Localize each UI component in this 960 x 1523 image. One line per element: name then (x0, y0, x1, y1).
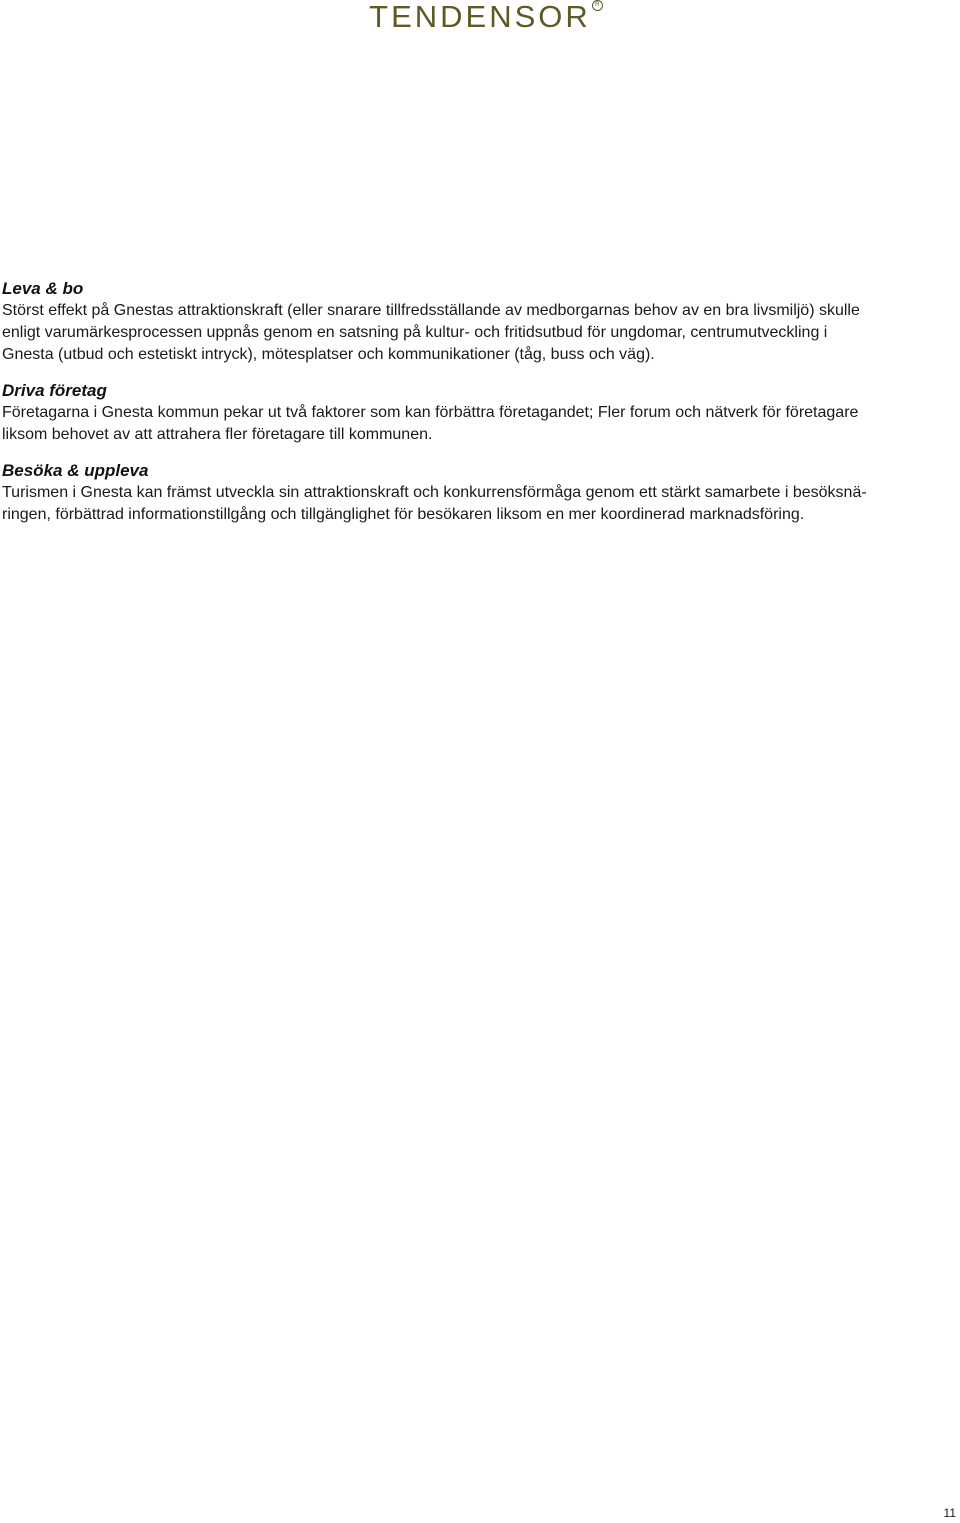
section-besoka-uppleva (2, 460, 947, 526)
body-line: Störst effekt på Gnestas attraktionskraft (eller snarare tillfredsställande av medborgarnas behov av en bra livsmiljö) skulle (2, 302, 860, 319)
logo-text: TENDENSOR (369, 0, 591, 34)
section-driva-foretag (2, 380, 947, 446)
section-heading: Leva & bo (2, 279, 84, 298)
page-number: 11 (943, 1506, 956, 1520)
body-line: ringen, förbättrad informationstillgång och tillgänglighet för besökaren liksom en mer koordinerad marknadsföring. (2, 506, 805, 523)
section-heading: Driva företag (2, 381, 107, 400)
section-leva-bo (2, 278, 947, 366)
company-logo (369, 0, 600, 34)
body-line: liksom behovet av att attrahera fler företagare till kommunen. (2, 426, 433, 443)
body-line: enligt varumärkesprocessen uppnås genom en satsning på kultur- och fritidsutbud för ungdomar, centrumutveckling i (2, 324, 828, 341)
body-line: Gnesta (utbud och estetiskt intryck), mötesplatser och kommunikationer (tåg, buss och väg). (2, 346, 655, 363)
body-line: Företagarna i Gnesta kommun pekar ut två faktorer som kan förbättra företagandet; Fler forum och nätverk för företagare (2, 404, 859, 421)
document-body (2, 278, 947, 540)
header (0, 0, 960, 34)
body-line: Turismen i Gnesta kan främst utveckla sin attraktionskraft och konkurrensförmåga genom ett stärkt samarbete i besöksnä- (2, 484, 867, 501)
registered-trademark-icon: R (592, 0, 603, 11)
section-heading: Besöka & uppleva (2, 461, 149, 480)
